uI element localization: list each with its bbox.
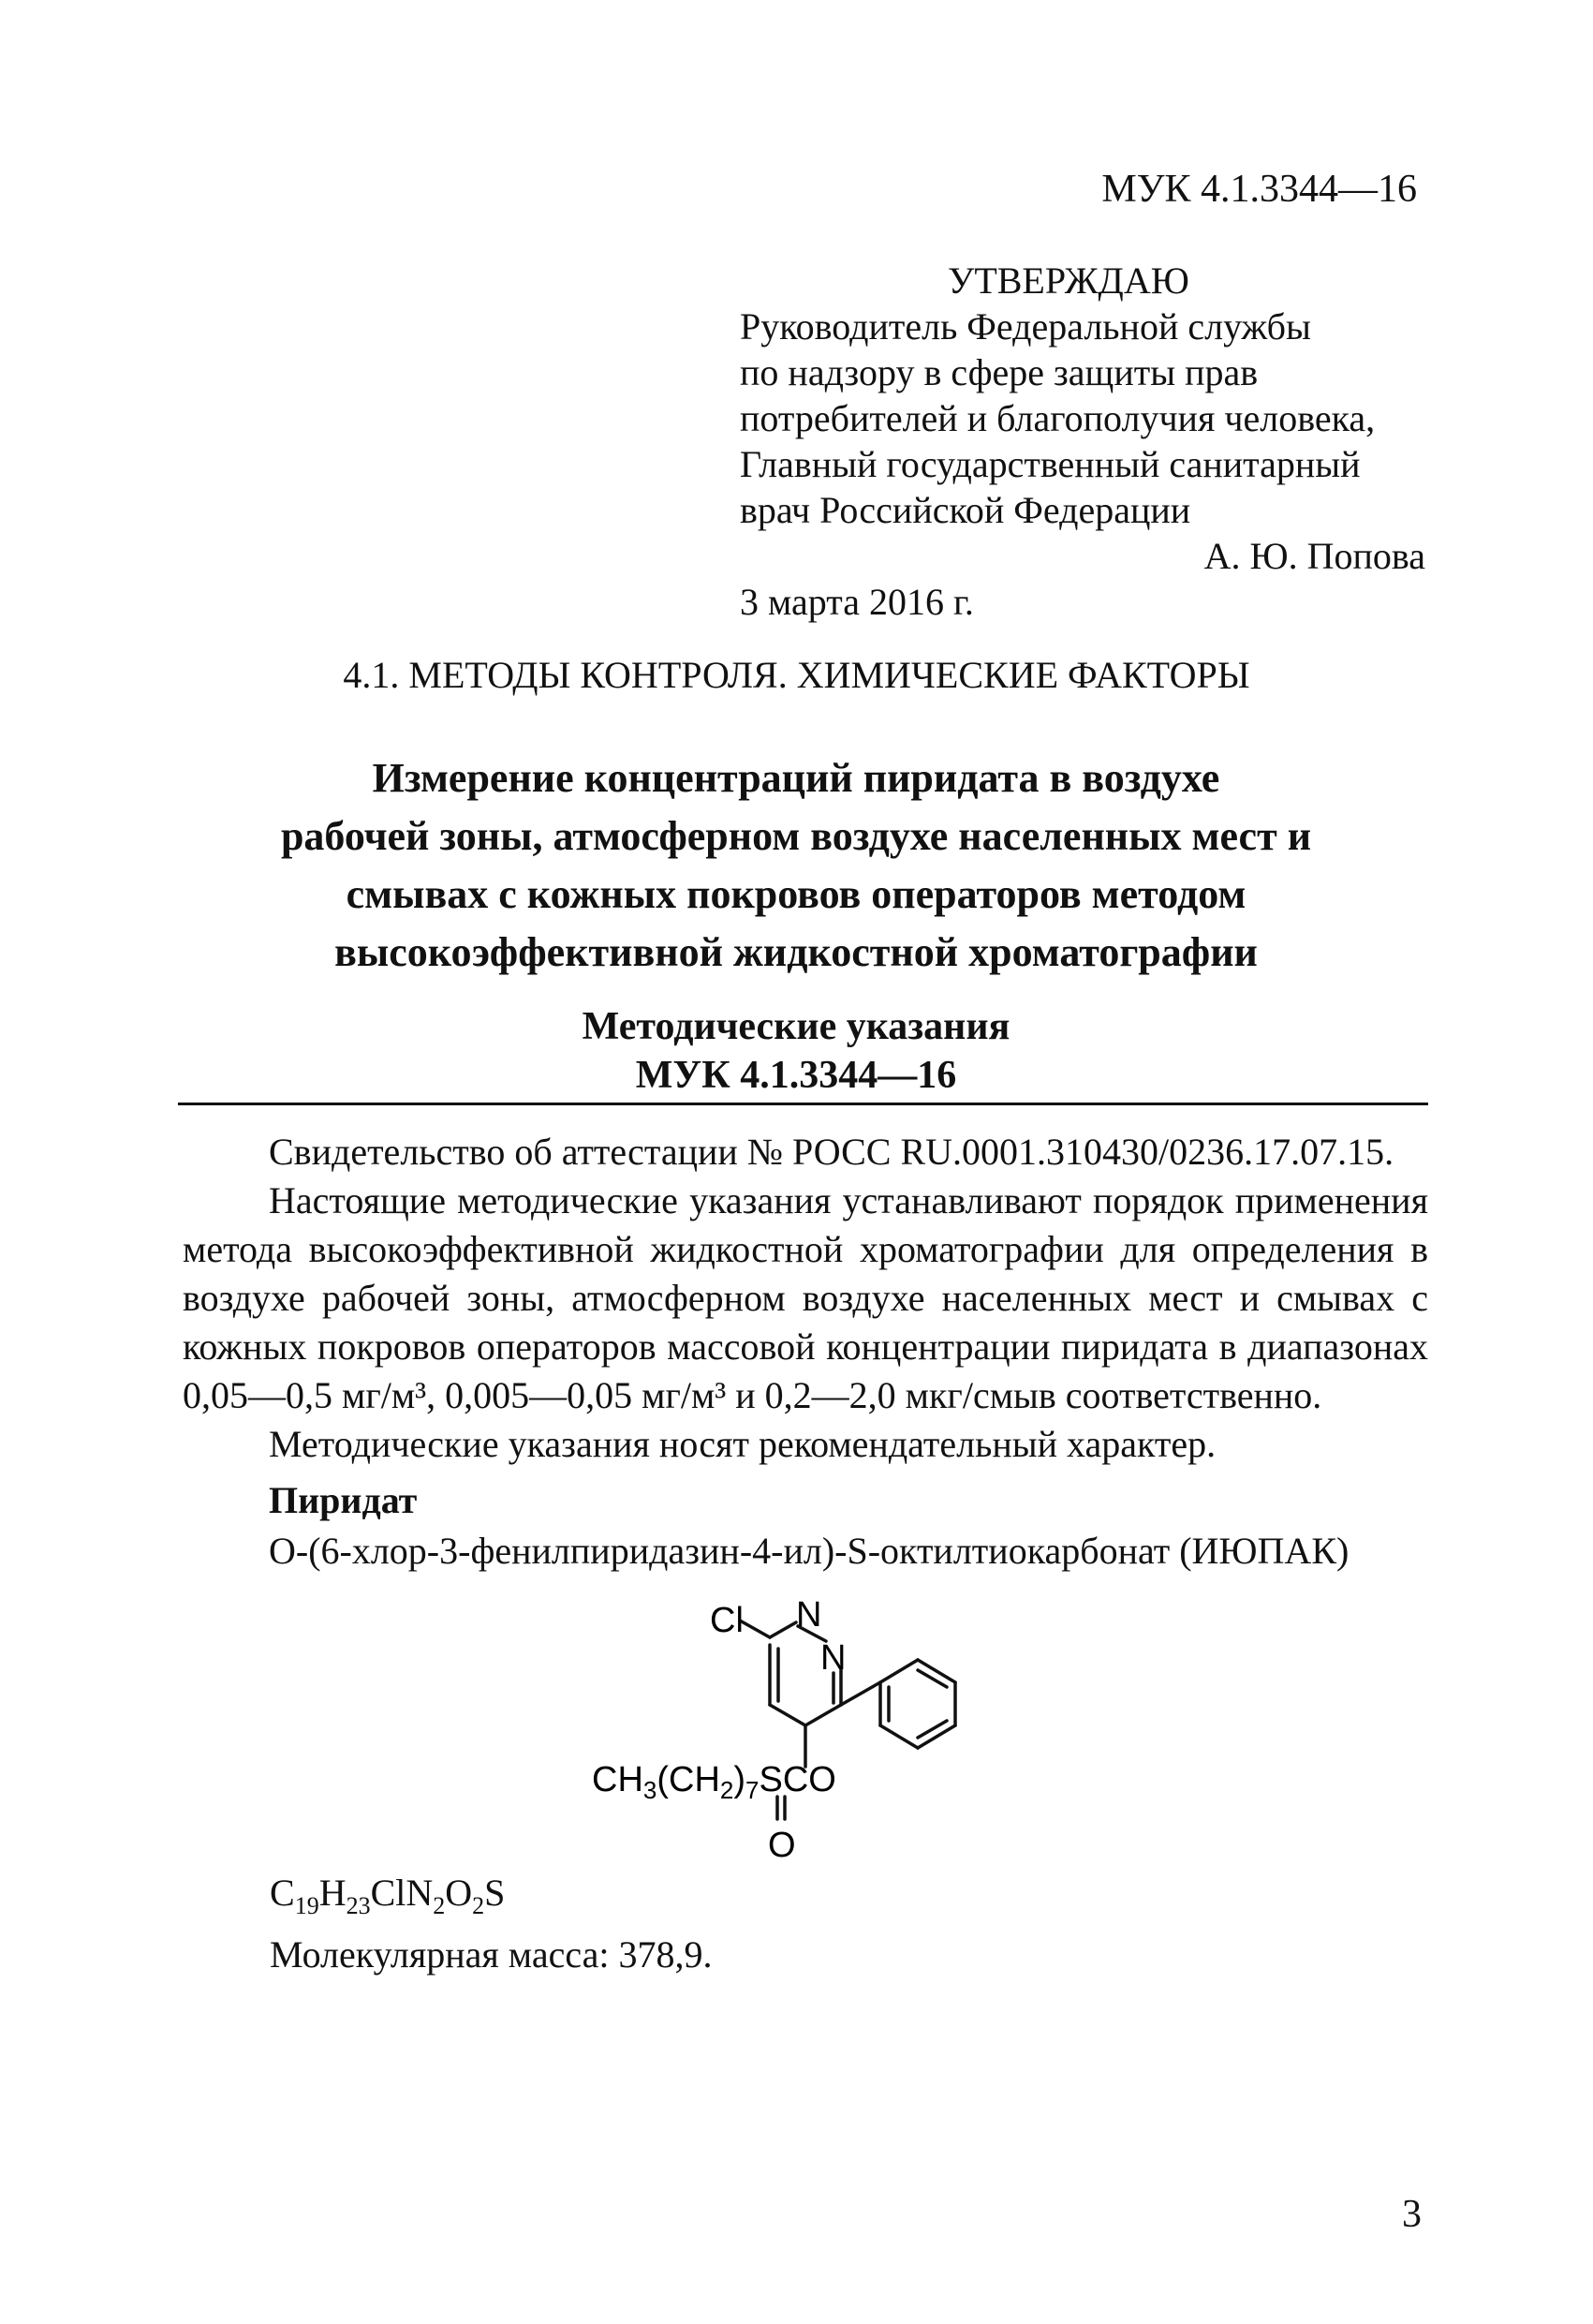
- chlorine-label: Cl: [710, 1601, 744, 1640]
- approval-heading: УТВЕРЖДАЮ: [948, 259, 1189, 302]
- subtitle-line: Методические указания: [582, 1005, 1010, 1048]
- formula-part: O: [445, 1872, 473, 1914]
- formula-subscript: 2: [472, 1892, 485, 1919]
- side-chain-label: [592, 1760, 836, 1804]
- subtitle-code: МУК 4.1.3344—16: [635, 1054, 957, 1097]
- formula-part: ClN: [370, 1872, 434, 1914]
- approval-date: 3 марта 2016 г.: [740, 581, 974, 623]
- compound-iupac-name: O-(6-хлор-3-фенилпиридазин-4-ил)-S-октилтиокарбонат (ИЮПАК): [269, 1530, 1350, 1572]
- title-line: смывах с кожных покровов операторов методом: [346, 871, 1246, 917]
- chain-subscript: 2: [719, 1776, 734, 1804]
- certificate-paragraph: Свидетельство об аттестации № РОСС RU.0001.310430/0236.17.07.15.: [269, 1131, 1394, 1173]
- approval-line: потребителей и благополучия человека,: [740, 397, 1376, 439]
- chain-subscript: 7: [745, 1776, 760, 1804]
- chain-ch2: (CH: [656, 1760, 720, 1799]
- approval-line: Главный государственный санитарный: [740, 443, 1361, 485]
- formula-subscript: 23: [346, 1892, 371, 1919]
- compound-name: Пиридат: [269, 1479, 418, 1521]
- scope-paragraph: Настоящие методические указания устанавливают порядок применения метода высокоэффективной жидкостной хроматографии для определения в воздухе рабочей зоны, атмосферном воздухе населенных мест и смывах с кожных покровов операторов массовой концентрации пиридата в диапазонах 0,05—0,5 мг/м³, 0,005—0,05 мг/м³ и 0,2—2,0 мкг/смыв соответственно.: [183, 1179, 1428, 1416]
- chain-close: ): [733, 1760, 746, 1799]
- formula-part: H: [318, 1872, 347, 1914]
- horizontal-rule: [178, 1103, 1428, 1105]
- document-title: [140, 749, 1452, 982]
- title-line: Измерение концентраций пиридата в воздухе: [372, 755, 1220, 801]
- molecular-formula: [270, 1869, 712, 1931]
- body-text: [183, 1128, 1428, 1469]
- section-heading: 4.1. МЕТОДЫ КОНТРОЛЯ. ХИМИЧЕСКИЕ ФАКТОРЫ: [343, 654, 1250, 696]
- title-line: высокоэффективной жидкостной хроматографии: [334, 929, 1258, 975]
- chain-subscript: 3: [642, 1776, 657, 1804]
- formula-part: C: [270, 1872, 295, 1914]
- document-subtitle: [140, 1002, 1452, 1100]
- carbonyl-oxygen-label: O: [768, 1826, 796, 1864]
- structural-formula: [553, 1583, 1040, 1864]
- document-code: МУК 4.1.3344—16: [1101, 168, 1417, 211]
- approval-line: врач Российской Федерации: [740, 489, 1191, 531]
- approval-line: по надзору в сфере защиты прав: [740, 351, 1259, 393]
- nitrogen-label: N: [820, 1638, 847, 1678]
- nitrogen-label: N: [796, 1595, 822, 1635]
- chain-sco: SCO: [759, 1760, 836, 1799]
- note-paragraph: Методические указания носят рекомендательный характер.: [269, 1423, 1217, 1465]
- page-number: 3: [1402, 2193, 1422, 2236]
- formula-part: S: [484, 1872, 506, 1914]
- formula-subscript: 2: [433, 1892, 446, 1919]
- approval-block: [740, 258, 1433, 625]
- molecular-mass: Молекулярная масса: 378,9.: [270, 1933, 713, 1976]
- compound-block: [269, 1475, 1349, 1576]
- formula-block: [270, 1869, 712, 1979]
- title-line: рабочей зоны, атмосферном воздухе населенных мест и: [280, 813, 1312, 859]
- approval-line: Руководитель Федеральной службы: [740, 305, 1311, 348]
- chain-ch3: CH: [592, 1760, 643, 1799]
- approval-signer: А. Ю. Попова: [1203, 535, 1425, 577]
- formula-subscript: 19: [294, 1892, 319, 1919]
